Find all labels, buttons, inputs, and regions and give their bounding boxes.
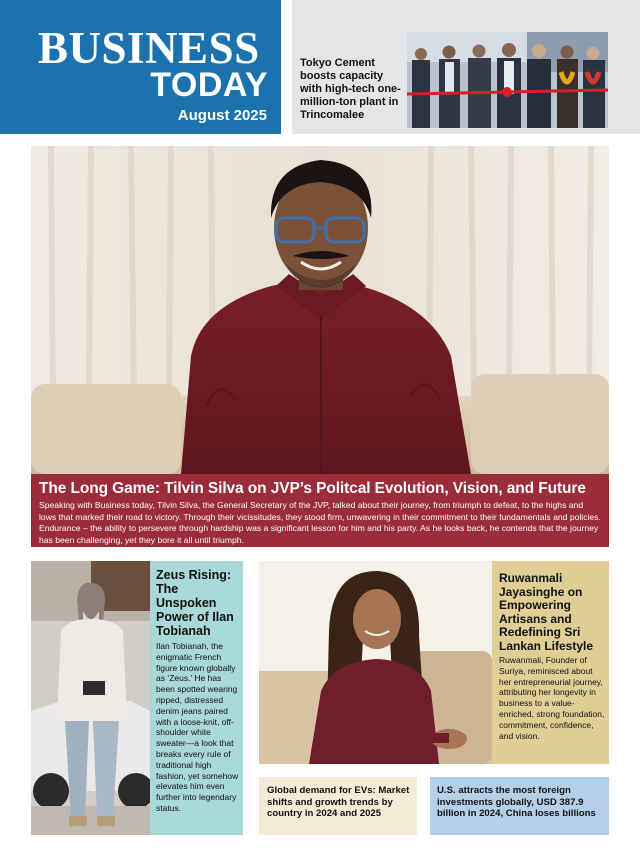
cover-story-headline: The Long Game: Tilvin Silva on JVP’s Politcal Evolution, Vision, and Future — [39, 480, 586, 497]
issue-date: August 2025 — [177, 107, 267, 124]
masthead — [0, 0, 281, 134]
zeus-photo — [31, 561, 150, 835]
zeus-story-panel[interactable] — [150, 561, 243, 835]
zeus-story-headline: Zeus Rising: The Unspoken Power of Ilan Tobianah — [156, 568, 234, 638]
ruwanmali-story-body: Ruwanmali, Founder of Suriya, reminisced about her entrepreneurial journey, attributing her longevity in business to a value-enriched, strong foundation, commitment, confidence, and vision. — [499, 655, 605, 741]
teaser-us-investments-headline: U.S. attracts the most foreign investments globally, USD 387.9 billion in 2024, China loses billions — [437, 785, 596, 820]
brand-name-line2: TODAY — [150, 66, 268, 104]
teaser-tokyo-cement-headline: Tokyo Cement boosts capacity with high-tech one-million-ton plant in Trincomalee — [300, 57, 401, 121]
teaser-ev-demand-headline: Global demand for EVs: Market shifts and growth trends by country in 2024 and 2025 — [267, 785, 410, 820]
teaser-us-investments[interactable] — [430, 777, 609, 835]
ruwanmali-story-headline: Ruwanmali Jayasinghe on Empowering Artisans and Redefining Sri Lankan Lifestyle — [499, 571, 594, 653]
ruwanmali-photo — [259, 561, 492, 764]
cover-photo-tilvin-silva — [31, 146, 609, 474]
zeus-story-body: Ilan Tobianah, the enigmatic French figure known globally as ‘Zeus.’ He has been spotted wearing ripped, distressed denim jeans paired with a loose-knit, off-shoulder white sweater—a look that breaks every rule of traditional high fashion, yet somehow elevates him even further into legendary status. — [156, 641, 239, 813]
cover-story-body: Speaking with Business today, Tilvin Silva, the General Secretary of the JVP, talked about their journey, from triumph to defeat, to the highs and lows that marked their road to victory. Through their vicissitudes, they stood firm, unwavering in their commitment to their fundamentals and policies. Endurance – the ability to persevere through hardship was a significant lesson for him and his party. As he looks back, he contends that the journey has been challenging, yet they bore it all until triumph. — [39, 500, 601, 545]
brand-name-line1: BUSINESS — [38, 23, 260, 73]
ruwanmali-story-panel[interactable] — [492, 561, 609, 764]
cover-story-panel[interactable] — [31, 474, 609, 547]
teaser-ev-demand[interactable] — [259, 777, 417, 835]
teaser-tokyo-cement[interactable] — [292, 0, 640, 134]
ribbon-cutting-photo — [407, 32, 608, 128]
